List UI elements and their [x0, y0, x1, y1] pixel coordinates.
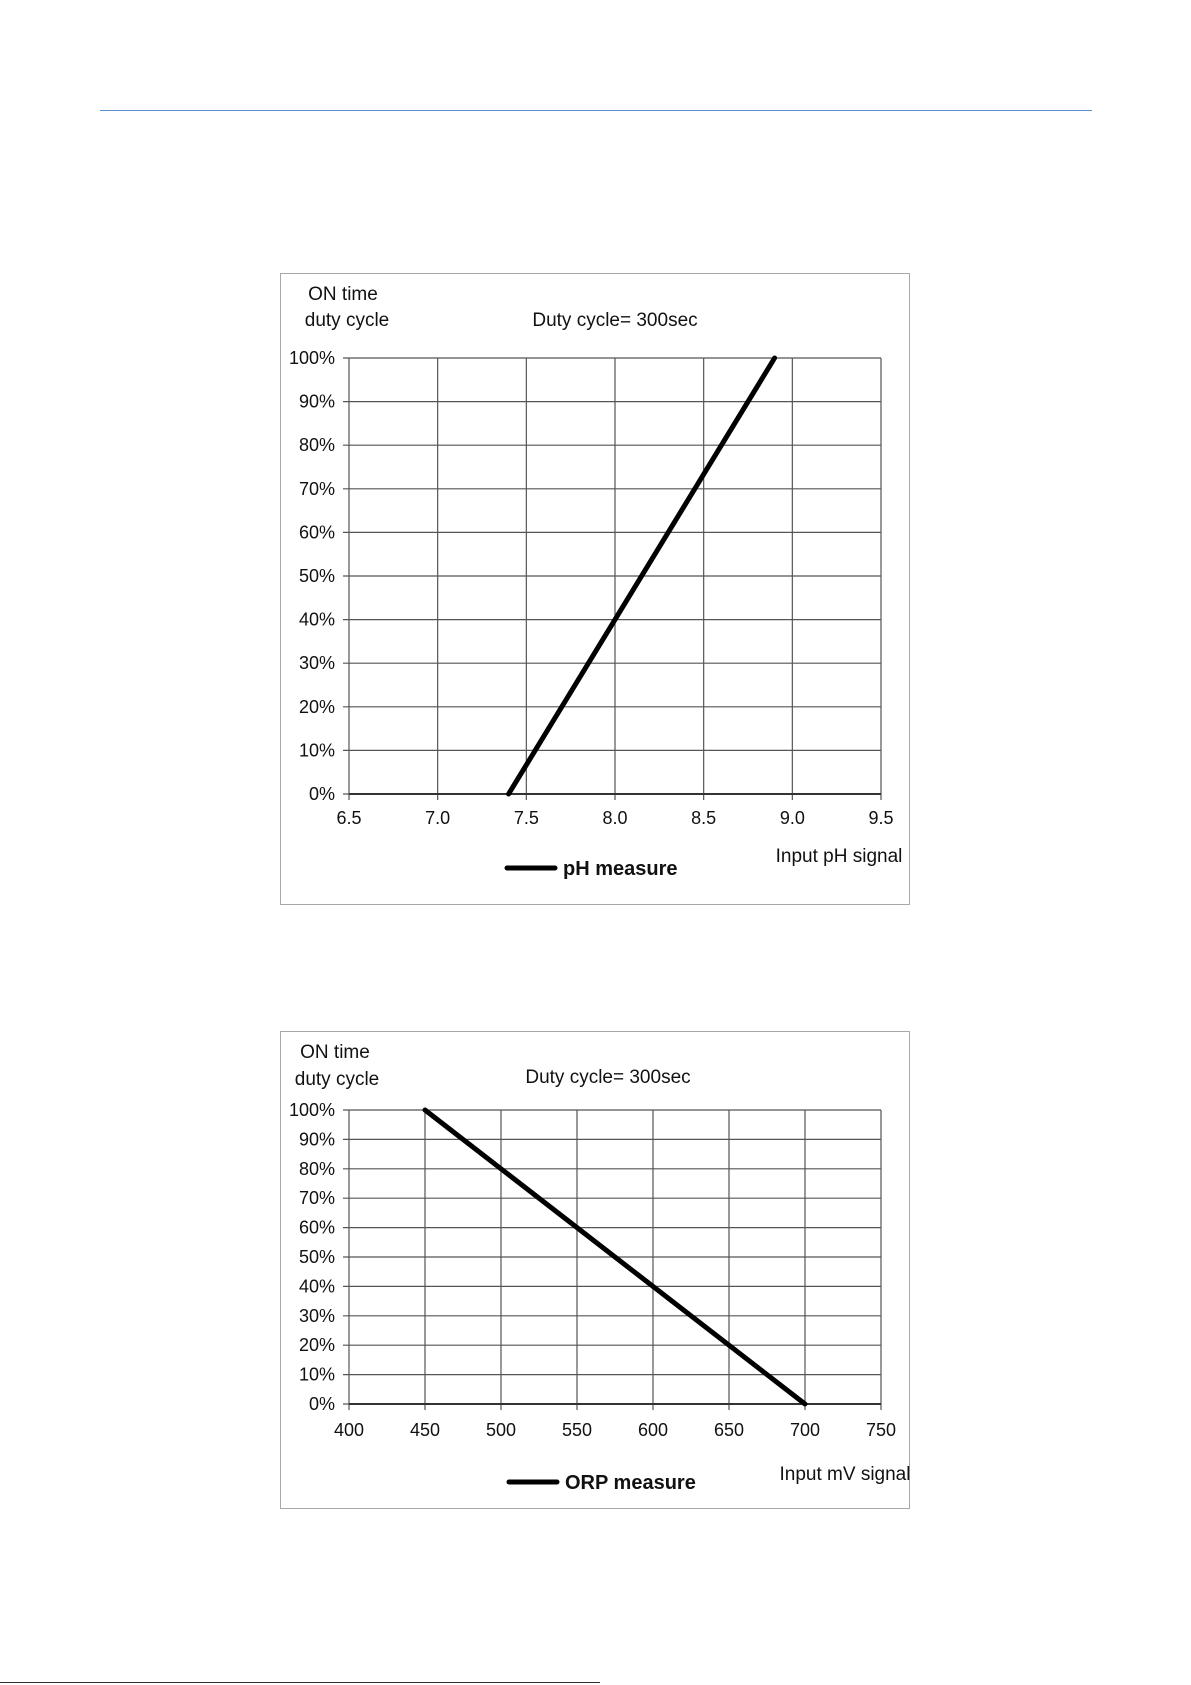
y-tick-label: 80%	[298, 1158, 335, 1179]
y-tick-label: 30%	[298, 653, 335, 674]
x-tick-label: 9.5	[868, 808, 894, 828]
orp-chart-svg	[281, 1032, 911, 1510]
y-tick-label: 50%	[298, 1247, 335, 1267]
x-tick-label: 8.5	[691, 808, 717, 828]
y-tick-label: 10%	[298, 740, 335, 761]
x-tick-label: 6.5	[336, 808, 362, 828]
orp-x-axis-ticks	[334, 1420, 896, 1440]
x-tick-label: 500	[485, 1420, 517, 1440]
x-tick-label: 400	[333, 1420, 365, 1440]
ph-chart	[280, 273, 910, 905]
y-tick-label: 100%	[288, 1100, 335, 1120]
y-tick-label: 0%	[308, 1394, 335, 1414]
y-tick-label: 90%	[298, 1129, 335, 1150]
header-rule	[100, 110, 1092, 111]
x-tick-label: 8.0	[602, 808, 628, 828]
x-tick-label: 700	[789, 1420, 821, 1440]
orp-grid	[343, 1110, 881, 1410]
ph-ylabel-line1: ON time	[308, 284, 378, 305]
y-tick-label: 30%	[298, 1305, 335, 1326]
y-tick-label: 50%	[298, 566, 335, 586]
y-tick-label: 40%	[298, 609, 335, 630]
ph-chart-svg	[281, 274, 911, 906]
y-tick-label: 100%	[288, 348, 335, 368]
x-tick-label: 750	[865, 1420, 897, 1440]
y-tick-label: 10%	[298, 1364, 335, 1385]
footer-rule	[0, 1682, 600, 1683]
orp-chart-title: Duty cycle= 300sec	[525, 1067, 691, 1088]
ph-y-axis-ticks	[289, 348, 335, 804]
x-tick-label: 7.5	[513, 808, 539, 828]
ph-x-axis-ticks	[336, 808, 893, 828]
orp-ylabel-line2: duty cycle	[294, 1069, 380, 1090]
y-tick-label: 60%	[298, 1217, 335, 1238]
orp-xlabel: Input mV signal	[779, 1464, 911, 1485]
x-tick-label: 600	[637, 1420, 669, 1440]
ph-grid	[343, 358, 881, 800]
orp-ylabel-line1: ON time	[300, 1042, 370, 1063]
y-tick-label: 0%	[308, 784, 335, 804]
x-tick-label: 550	[561, 1420, 593, 1440]
orp-y-axis-ticks	[289, 1100, 335, 1414]
y-tick-label: 20%	[298, 696, 335, 717]
ph-legend-label: pH measure	[563, 858, 678, 880]
y-tick-label: 20%	[298, 1335, 335, 1356]
x-tick-label: 9.0	[779, 808, 805, 828]
ph-ylabel-line2: duty cycle	[304, 310, 390, 331]
y-tick-label: 70%	[298, 1188, 335, 1209]
ph-chart-title: Duty cycle= 300sec	[532, 310, 698, 331]
y-tick-label: 80%	[298, 435, 335, 456]
ph-xlabel: Input pH signal	[775, 846, 903, 867]
y-tick-label: 40%	[298, 1276, 335, 1297]
y-tick-label: 60%	[298, 522, 335, 543]
y-tick-label: 90%	[298, 391, 335, 412]
x-tick-label: 7.0	[425, 808, 451, 828]
orp-chart	[280, 1031, 910, 1509]
y-tick-label: 70%	[298, 478, 335, 499]
x-tick-label: 650	[713, 1420, 745, 1440]
x-tick-label: 450	[409, 1420, 441, 1440]
orp-legend-label: ORP measure	[565, 1472, 696, 1494]
